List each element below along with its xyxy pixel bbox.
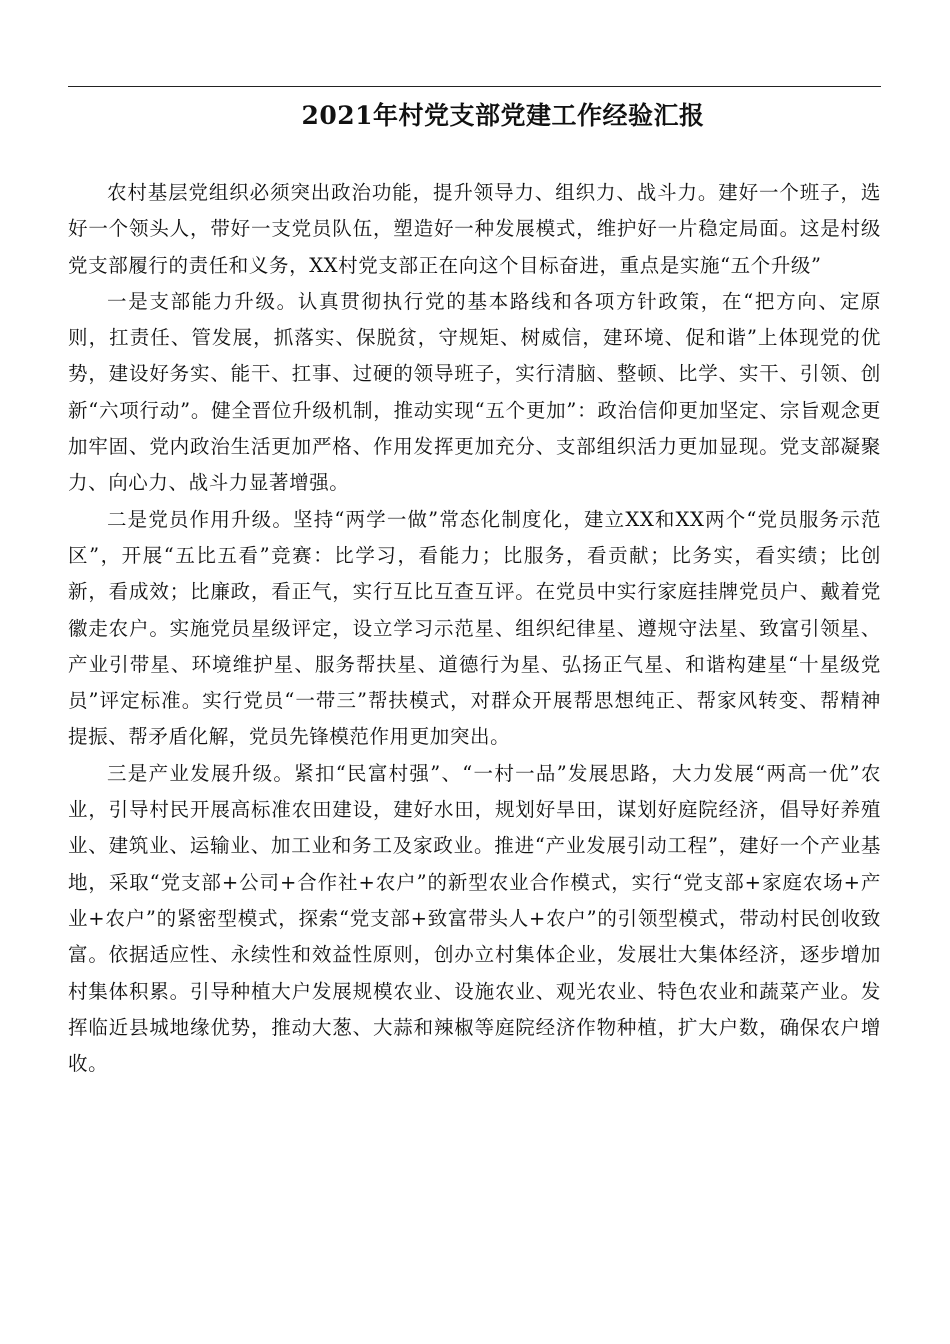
document-body [68, 175, 881, 1082]
paragraph-branch-capacity: 一是支部能力升级。认真贯彻执行党的基本路线和各项方针政策，在“把方向、定原则，扛责任、管发展，抓落实、保脱贫，守规矩、树威信，建环境、促和谐”上体现党的优势，建设好务实、能干、扛事、过硬的领导班子，实行清脑、整顿、比学、实干、引领、创新“六项行动”。健全晋位升级机制，推动实现“五个更加”：政治信仰更加坚定、宗旨观念更加牢固、党内政治生活更加严格、作用发挥更加充分、支部组织活力更加显现。党支部凝聚力、向心力、战斗力显著增强。 [68, 289, 881, 495]
paragraph-industry-development: 三是产业发展升级。紧扣“民富村强”、“一村一品”发展思路，大力发展“两高一优”农业，引导村民开展高标准农田建设，建好水田，规划好旱田，谋划好庭院经济，倡导好养殖业、建筑业、运输业、加工业和务工及家政业。推进“产业发展引动工程”，建好一个产业基地，采取“党支部+公司+合作社+农户”的新型农业合作模式，实行“党支部+家庭农场+产业+农户”的紧密型模式，探索“党支部+致富带头人+农户”的引领型模式，带动村民创收致富。依据适应性、永续性和效益性原则，创办立村集体企业，发展壮大集体经济，逐步增加村集体积累。引导种植大户发展规模农业、设施农业、观光农业、特色农业和蔬菜产业。发挥临近县城地缘优势，推动大葱、大蒜和辣椒等庭院经济作物种植，扩大户数，确保农户增收。 [68, 761, 881, 1076]
header-rule [68, 86, 881, 87]
paragraph-member-role: 二是党员作用升级。坚持“两学一做”常态化制度化，建立XX和XX两个“党员服务示范区”，开展“五比五看”竞赛：比学习，看能力；比服务，看贡献；比务实，看实绩；比创新，看成效；比廉政，看正气，实行互比互查互评。在党员中实行家庭挂牌党员户、戴着党徽走农户。实施党员星级评定，设立学习示范星、组织纪律星、遵规守法星、致富引领星、产业引带星、环境维护星、服务帮扶星、道德行为星、弘扬正气星、和谐构建星“十星级党员”评定标准。实行党员“一带三”帮扶模式，对群众开展帮思想纯正、帮家风转变、帮精神提振、帮矛盾化解，党员先锋模范作用更加突出。 [68, 507, 881, 749]
page-title: 2021年村党支部党建工作经验汇报 [301, 101, 705, 130]
paragraph-intro: 农村基层党组织必须突出政治功能，提升领导力、组织力、战斗力。建好一个班子，选好一个领头人，带好一支党员队伍，塑造好一种发展模式，维护好一片稳定局面。这是村级党支部履行的责任和义务，XX村党支部正在向这个目标奋进，重点是实施“五个升级” [68, 181, 881, 277]
